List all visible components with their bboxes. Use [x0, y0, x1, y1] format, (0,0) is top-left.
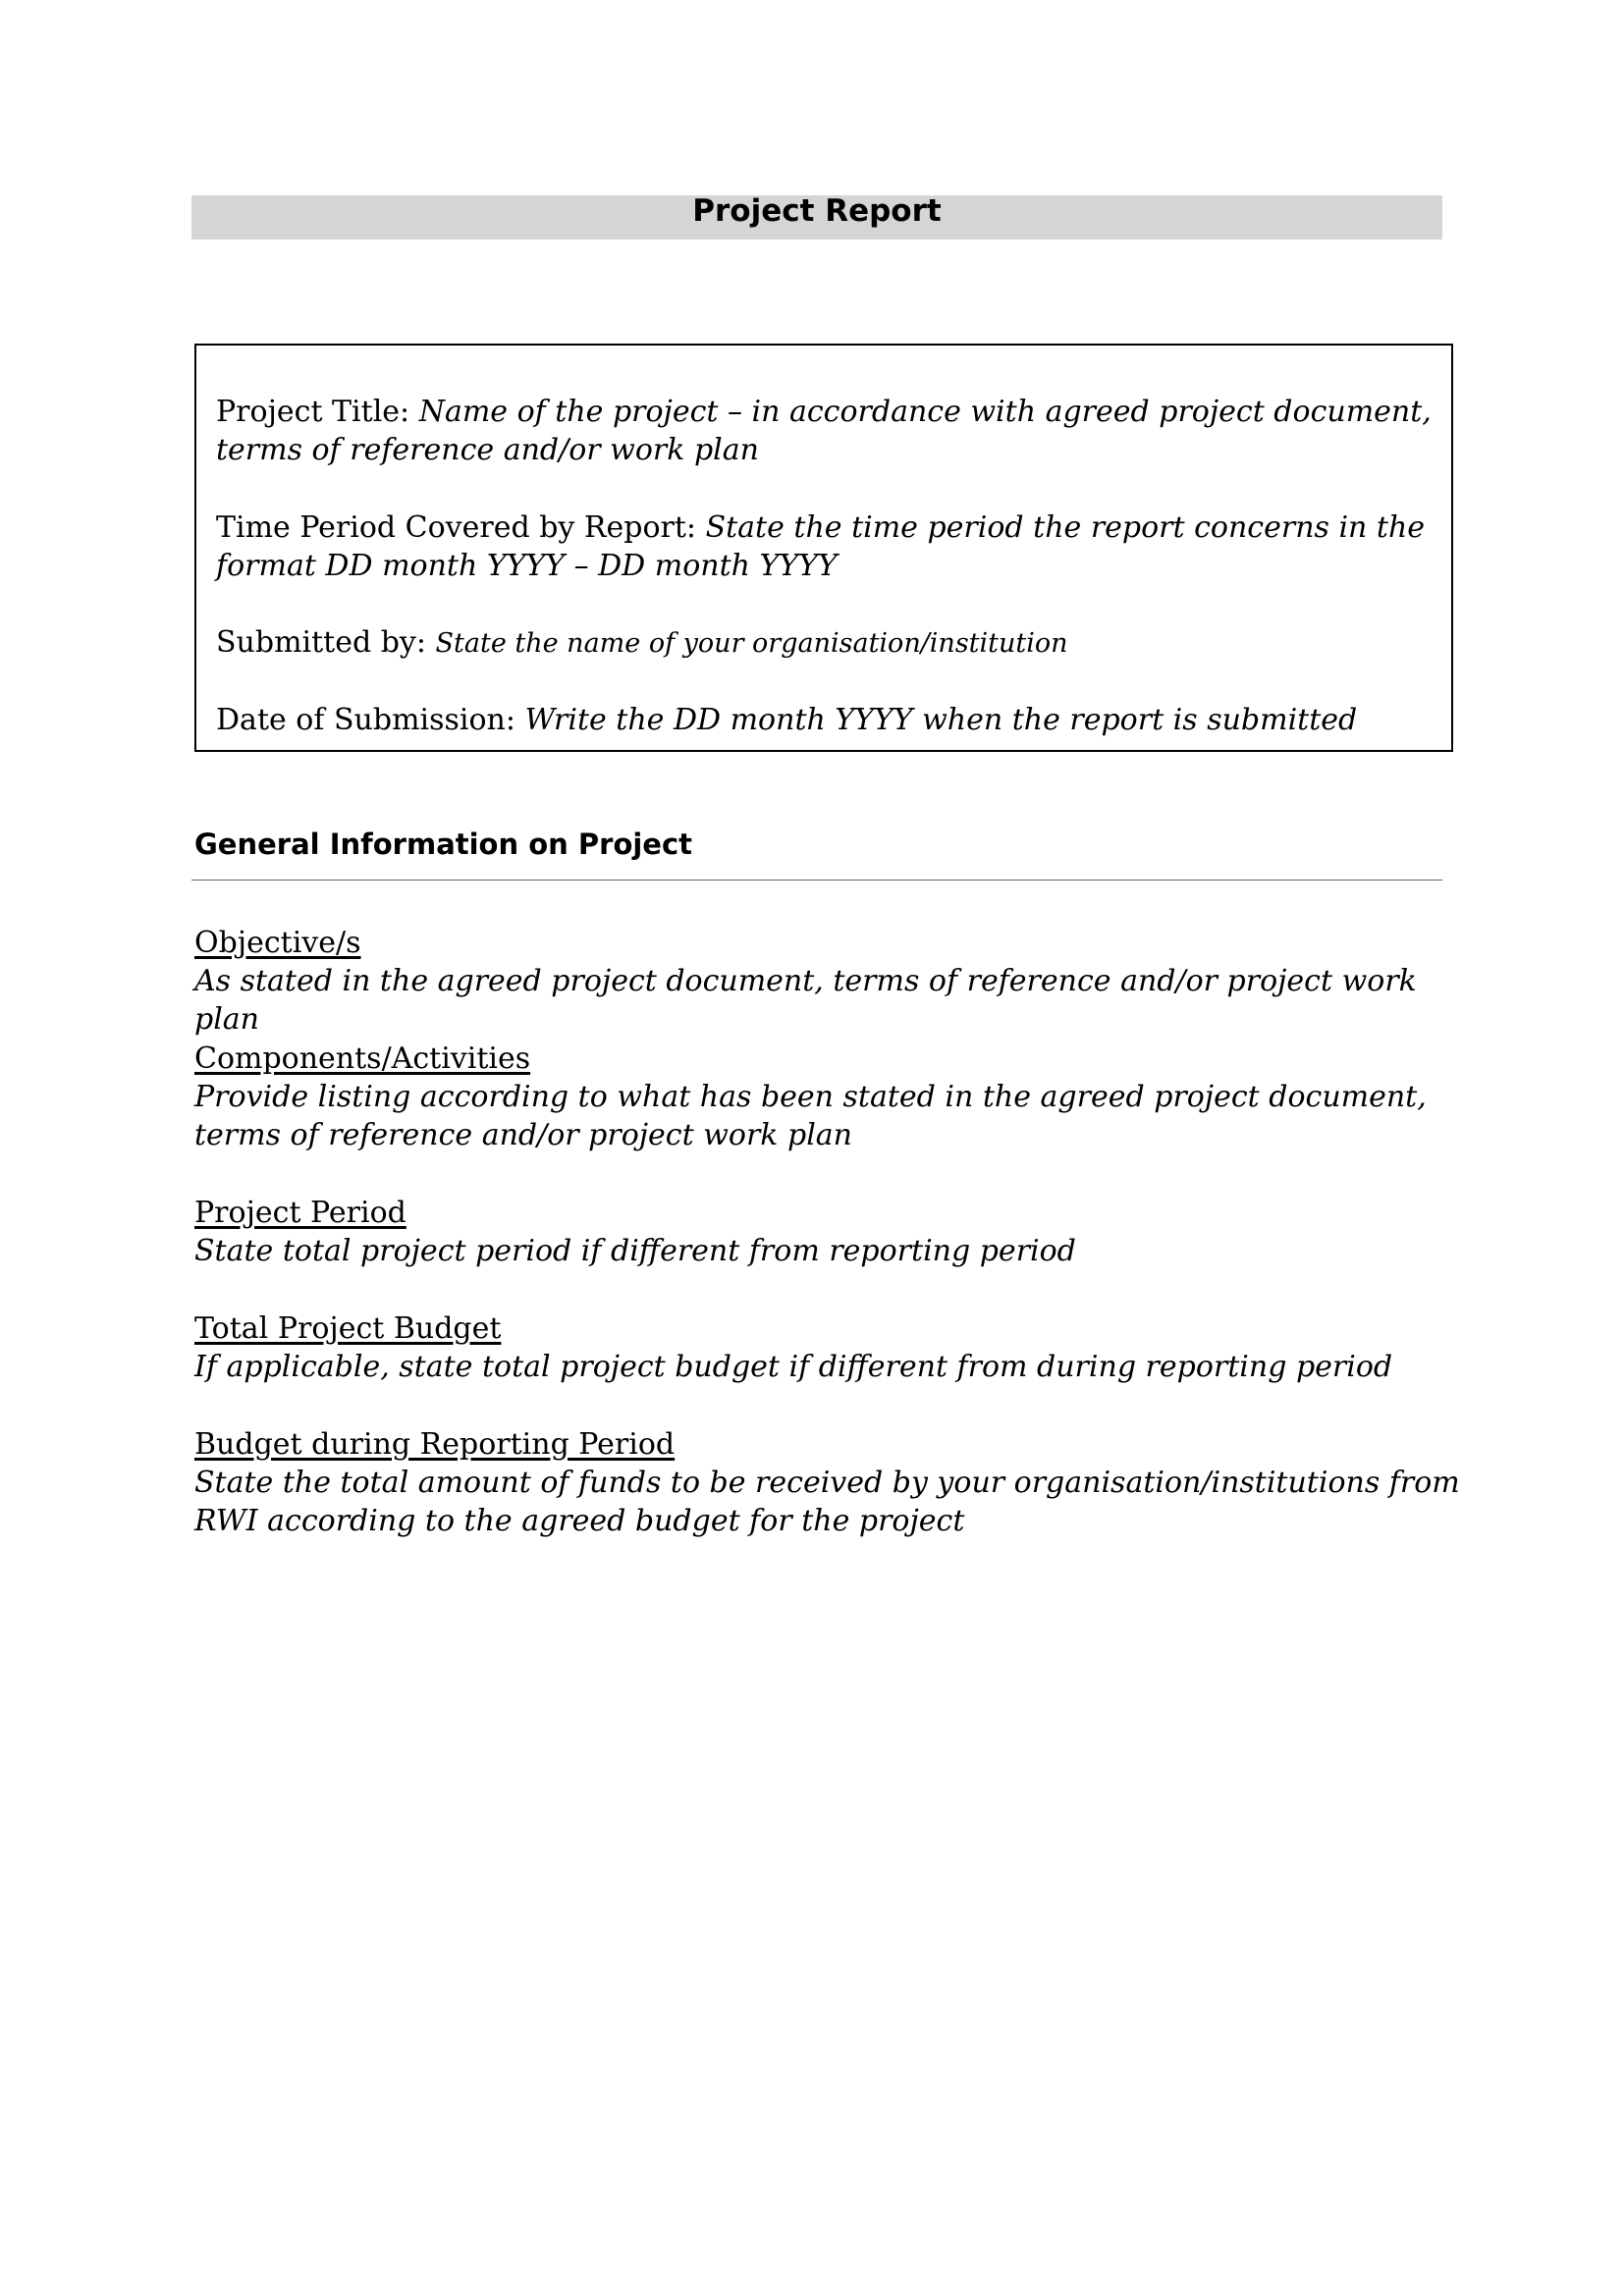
submitted-by-field	[216, 623, 1432, 663]
components-heading: Components/Activities	[194, 1041, 531, 1076]
general-info-heading: General Information on Project	[194, 828, 693, 861]
project-period-heading: Project Period	[194, 1196, 406, 1230]
total-budget-heading: Total Project Budget	[194, 1311, 502, 1346]
title-band	[191, 195, 1442, 240]
components-section	[194, 1040, 1461, 1154]
components-text: Provide listing according to what has been stated in the agreed project document, terms of reference and/or project work plan	[194, 1080, 1427, 1152]
objectives-text: As stated in the agreed project document, terms of reference and/or project work plan	[194, 964, 1417, 1037]
submission-date-label: Date of Submission:	[216, 703, 525, 737]
project-title-label: Project Title:	[216, 395, 419, 429]
period-field	[216, 508, 1432, 585]
submission-date-field	[216, 701, 1432, 739]
project-period-section	[194, 1194, 1461, 1270]
period-value: State the time period the report concerns in the format DD month YYYY – DD month YYYY	[216, 510, 1426, 583]
section-divider	[191, 880, 1442, 881]
project-period-text: State total project period if different from reporting period	[194, 1234, 1076, 1268]
total-budget-text: If applicable, state total project budget if different from during reporting period	[194, 1350, 1393, 1384]
project-title-value: Name of the project – in accordance with agreed project document, terms of reference and/or work plan	[216, 395, 1432, 467]
project-info-box	[194, 344, 1453, 752]
reporting-budget-text: State the total amount of funds to be received by your organisation/institutions from RWI according to the agreed budget for the project	[194, 1466, 1460, 1538]
period-label: Time Period Covered by Report:	[216, 510, 706, 545]
objectives-section	[194, 924, 1461, 1039]
project-title-field	[216, 393, 1432, 469]
reporting-budget-section	[194, 1425, 1461, 1540]
submitted-by-label: Submitted by:	[216, 625, 436, 660]
page-title: Project Report	[692, 193, 942, 229]
total-budget-section	[194, 1309, 1461, 1386]
submission-date-value: Write the DD month YYYY when the report is submitted	[524, 703, 1358, 737]
submitted-by-value: State the name of your organisation/institution	[435, 628, 1068, 659]
reporting-budget-heading: Budget during Reporting Period	[194, 1427, 676, 1462]
objectives-heading: Objective/s	[194, 926, 361, 960]
